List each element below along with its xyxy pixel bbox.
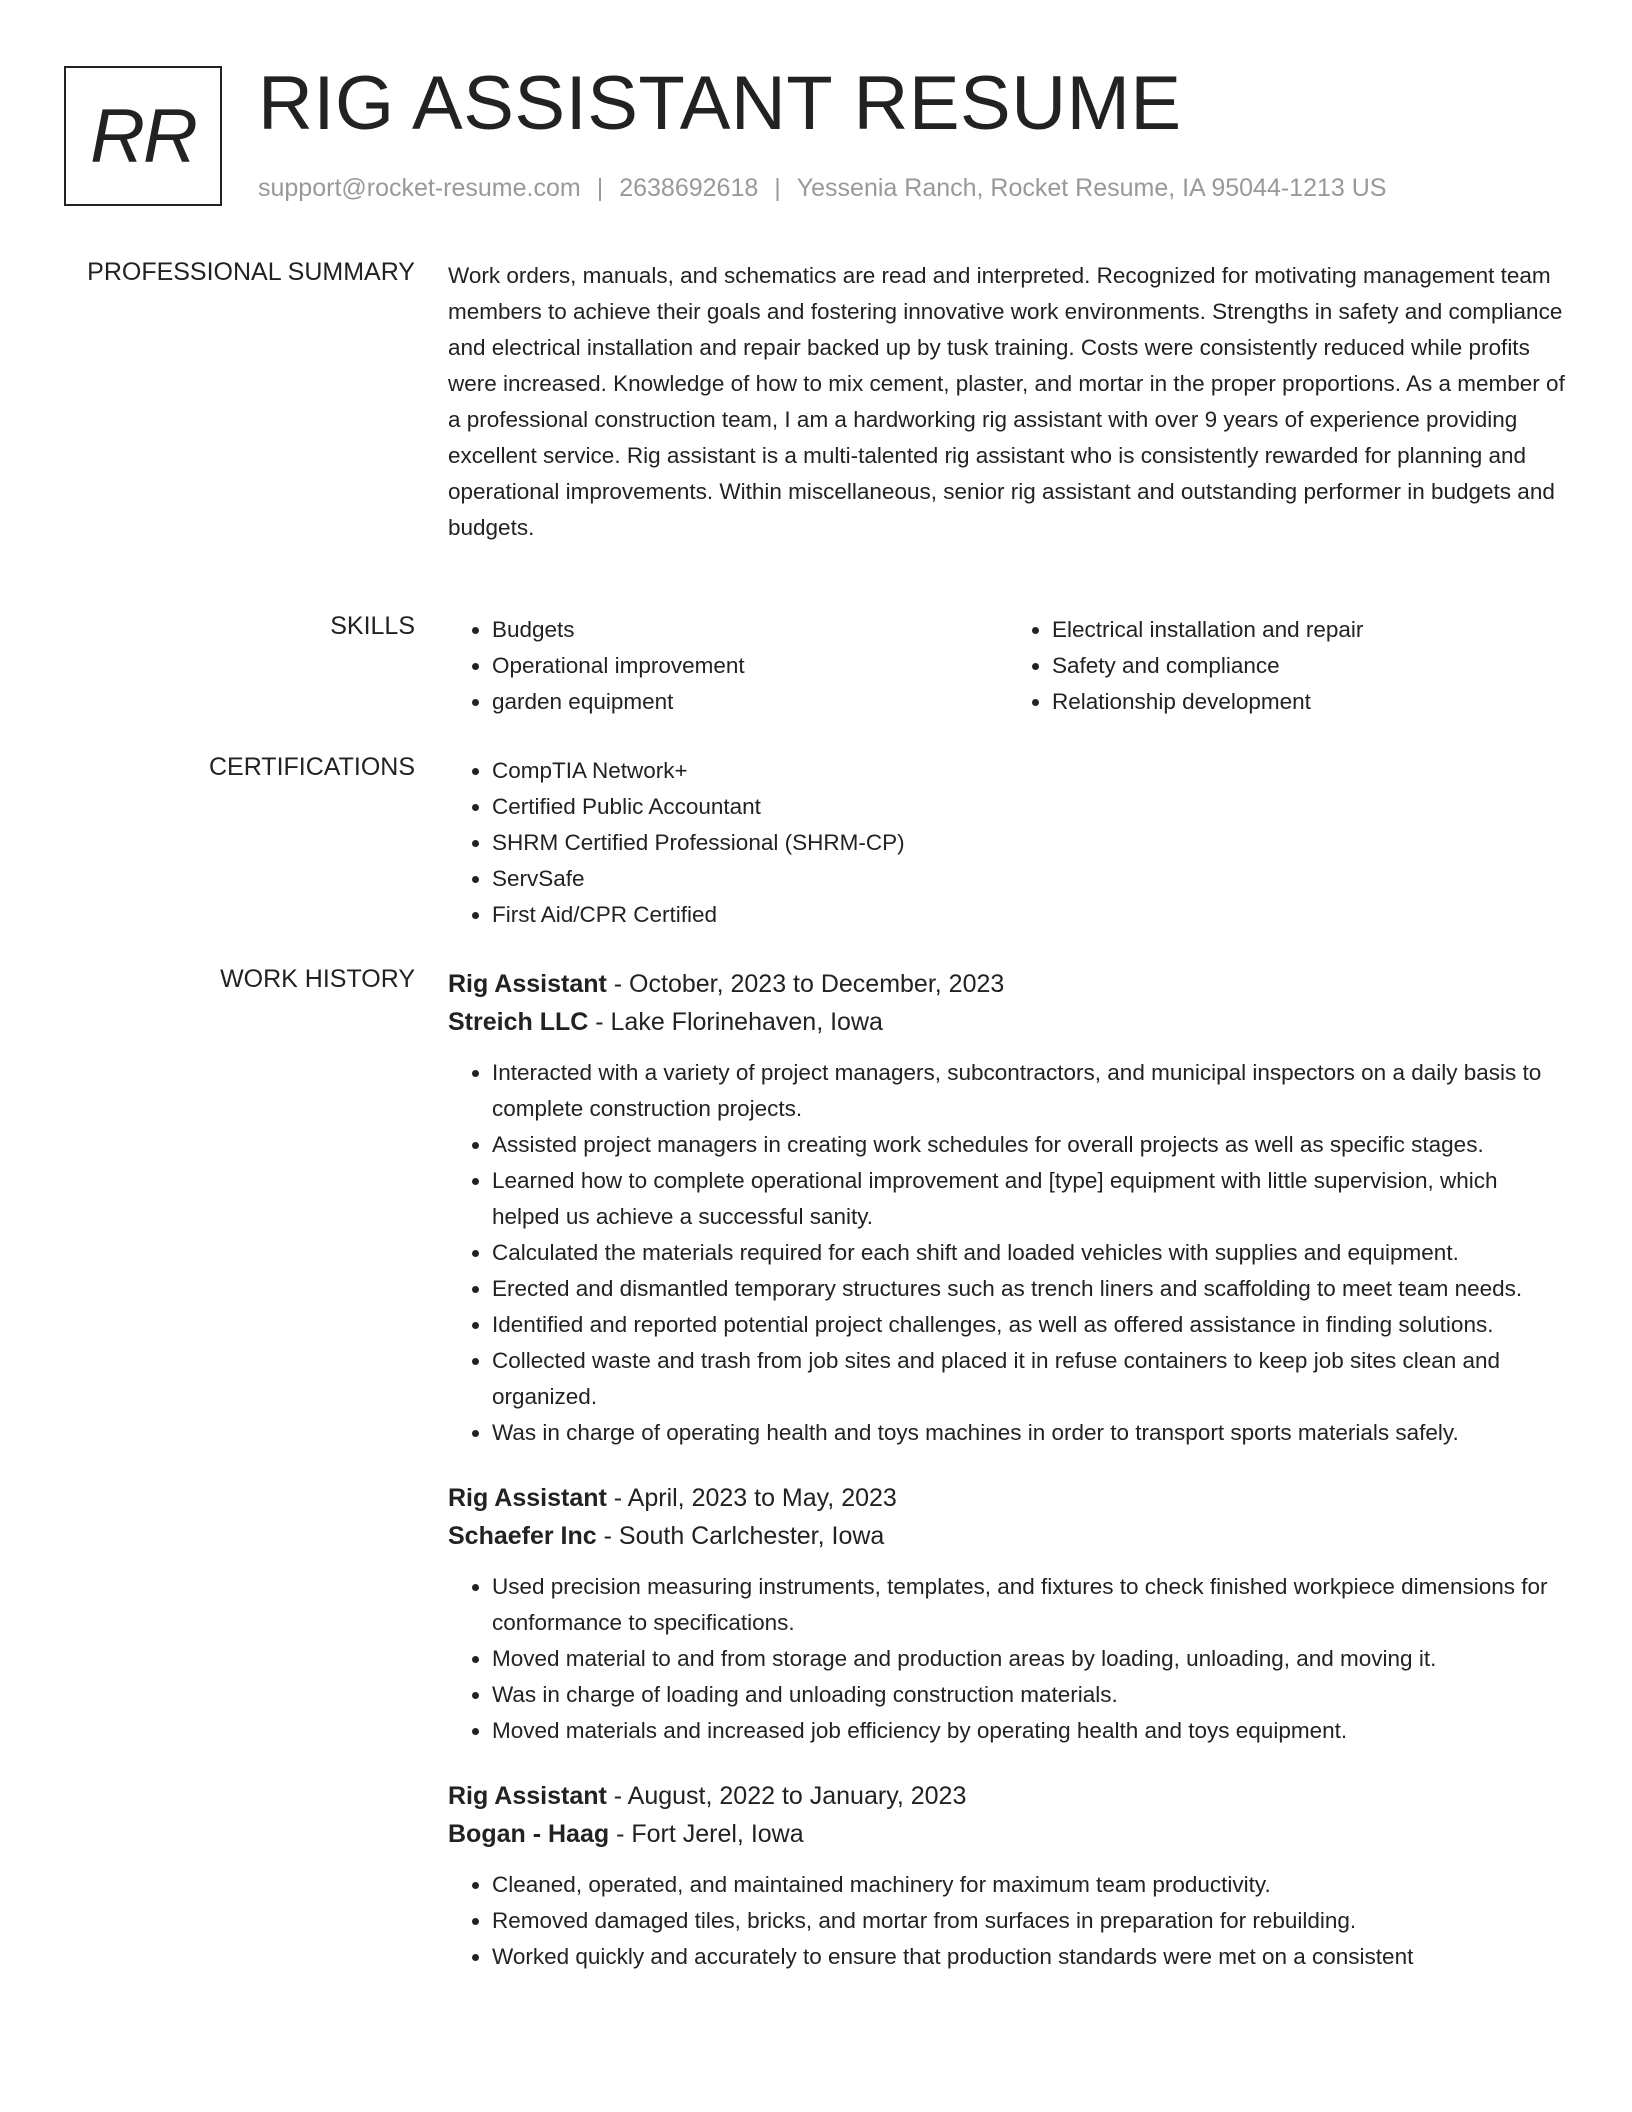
skills-list-left xyxy=(448,612,1008,720)
job-entry xyxy=(448,1479,1568,1749)
summary-text: Work orders, manuals, and schematics are read and interpreted. Recognized for motivating management team members to achieve their goals and fostering innovative work environments. Strengths in safety and compliance and electrical installation and repair backed up by tusk training. Costs were consistently reduced while profits were increased. Knowledge of how to mix cement, plaster, and mortar in the proper proportions. As a member of a professional construction team, I am a hardworking rig assistant with over 9 years of experience providing excellent service. Rig assistant is a multi-talented rig assistant who is consistently rewarded for planning and operational improvements. Within miscellaneous, senior rig assistant and outstanding performer in budgets and budgets. xyxy=(448,263,1565,540)
skill-item: • Safety and compliance xyxy=(1052,648,1568,684)
job-bullet: • Moved material to and from storage and production areas by loading, unloading, and moving it. xyxy=(492,1641,1568,1677)
certification-item: • Certified Public Accountant xyxy=(492,789,1568,825)
job-role-line xyxy=(448,1777,1568,1815)
job-role-line xyxy=(448,1479,1568,1517)
job-bullet: • Worked quickly and accurately to ensure that production standards were met on a consistent xyxy=(492,1939,1568,1975)
job-bullet: • Moved materials and increased job efficiency by operating health and toys equipment. xyxy=(492,1713,1568,1749)
job-bullet: • Erected and dismantled temporary structures such as trench liners and scaffolding to meet team needs. xyxy=(492,1271,1568,1307)
certification-item: • CompTIA Network+ xyxy=(492,753,1568,789)
job-entry xyxy=(448,965,1568,1451)
skills-list-right xyxy=(1008,612,1568,720)
job-bullets xyxy=(448,1055,1568,1451)
job-bullet: • Identified and reported potential project challenges, as well as offered assistance in finding solutions. xyxy=(492,1307,1568,1343)
job-bullet: • Interacted with a variety of project managers, subcontractors, and municipal inspectors on a daily basis to complete construction projects. xyxy=(492,1055,1568,1127)
summary-heading: PROFESSIONAL SUMMARY xyxy=(87,258,415,286)
certifications-list xyxy=(448,753,1568,933)
job-role: Rig Assistant xyxy=(448,1782,607,1810)
contact-phone[interactable]: 2638692618 xyxy=(619,174,759,202)
summary-body xyxy=(448,258,1568,546)
job-bullet: • Was in charge of loading and unloading construction materials. xyxy=(492,1677,1568,1713)
job-company-line xyxy=(448,1003,1568,1041)
job-location: Fort Jerel, Iowa xyxy=(631,1820,804,1848)
skill-item: • Budgets xyxy=(492,612,1008,648)
job-bullet: • Calculated the materials required for each shift and loaded vehicles with supplies and equipment. xyxy=(492,1235,1568,1271)
job-location: South Carlchester, Iowa xyxy=(618,1522,885,1550)
contact-line xyxy=(258,174,1386,203)
job-company: Bogan - Haag xyxy=(448,1820,610,1848)
certifications-heading: CERTIFICATIONS xyxy=(208,753,415,781)
job-dash: - xyxy=(606,1782,628,1810)
job-dates: April, 2023 to May, 2023 xyxy=(627,1484,897,1512)
job-company: Schaefer Inc xyxy=(448,1522,597,1550)
skills-body xyxy=(448,612,1568,720)
job-company-line xyxy=(448,1815,1568,1853)
job-dash: - xyxy=(606,1484,628,1512)
job-dates: October, 2023 to December, 2023 xyxy=(629,970,1005,998)
job-dates: August, 2022 to January, 2023 xyxy=(627,1782,967,1810)
contact-separator: | xyxy=(596,174,604,202)
work-body xyxy=(448,965,1568,2003)
work-heading: WORK HISTORY xyxy=(220,965,415,993)
skill-item: • garden equipment xyxy=(492,684,1008,720)
certification-item: • First Aid/CPR Certified xyxy=(492,897,1568,933)
job-dash: - xyxy=(588,1008,611,1036)
job-bullets xyxy=(448,1867,1568,1975)
job-role: Rig Assistant xyxy=(448,970,607,998)
certifications-body xyxy=(448,753,1568,933)
skill-item: • Electrical installation and repair xyxy=(1052,612,1568,648)
monogram-logo: RR xyxy=(64,66,222,206)
job-location: Lake Florinehaven, Iowa xyxy=(610,1008,883,1036)
job-bullet: • Collected waste and trash from job sites and placed it in refuse containers to keep job sites clean and organized. xyxy=(492,1343,1568,1415)
job-role: Rig Assistant xyxy=(448,1484,607,1512)
contact-email[interactable]: support@rocket-resume.com xyxy=(258,174,581,202)
job-entry xyxy=(448,1777,1568,1975)
certification-item: • SHRM Certified Professional (SHRM-CP) xyxy=(492,825,1568,861)
job-bullet: • Used precision measuring instruments, templates, and fixtures to check finished workpiece dimensions for conformance to specifications. xyxy=(492,1569,1568,1641)
certification-item: • ServSafe xyxy=(492,861,1568,897)
job-dash: - xyxy=(606,970,630,998)
job-company: Streich LLC xyxy=(448,1008,589,1036)
job-bullet: • Cleaned, operated, and maintained machinery for maximum team productivity. xyxy=(492,1867,1568,1903)
contact-address: Yessenia Ranch, Rocket Resume, IA 95044-1213 US xyxy=(796,174,1387,202)
job-bullet: • Learned how to complete operational improvement and [type] equipment with little supervision, which helped us achieve a successful sanity. xyxy=(492,1163,1568,1235)
skill-item: • Operational improvement xyxy=(492,648,1008,684)
job-bullet: • Assisted project managers in creating work schedules for overall projects as well as specific stages. xyxy=(492,1127,1568,1163)
skill-item: • Relationship development xyxy=(1052,684,1568,720)
job-bullet: • Was in charge of operating health and toys machines in order to transport sports materials safely. xyxy=(492,1415,1568,1451)
job-company-line xyxy=(448,1517,1568,1555)
resume-title: RIG ASSISTANT RESUME xyxy=(258,61,1182,146)
job-bullet: • Removed damaged tiles, bricks, and mortar from surfaces in preparation for rebuilding. xyxy=(492,1903,1568,1939)
job-role-line xyxy=(448,965,1568,1003)
contact-separator: | xyxy=(774,174,781,202)
skills-heading: SKILLS xyxy=(330,612,415,640)
job-dash: - xyxy=(609,1820,632,1848)
job-bullets xyxy=(448,1569,1568,1749)
job-dash: - xyxy=(596,1522,619,1550)
